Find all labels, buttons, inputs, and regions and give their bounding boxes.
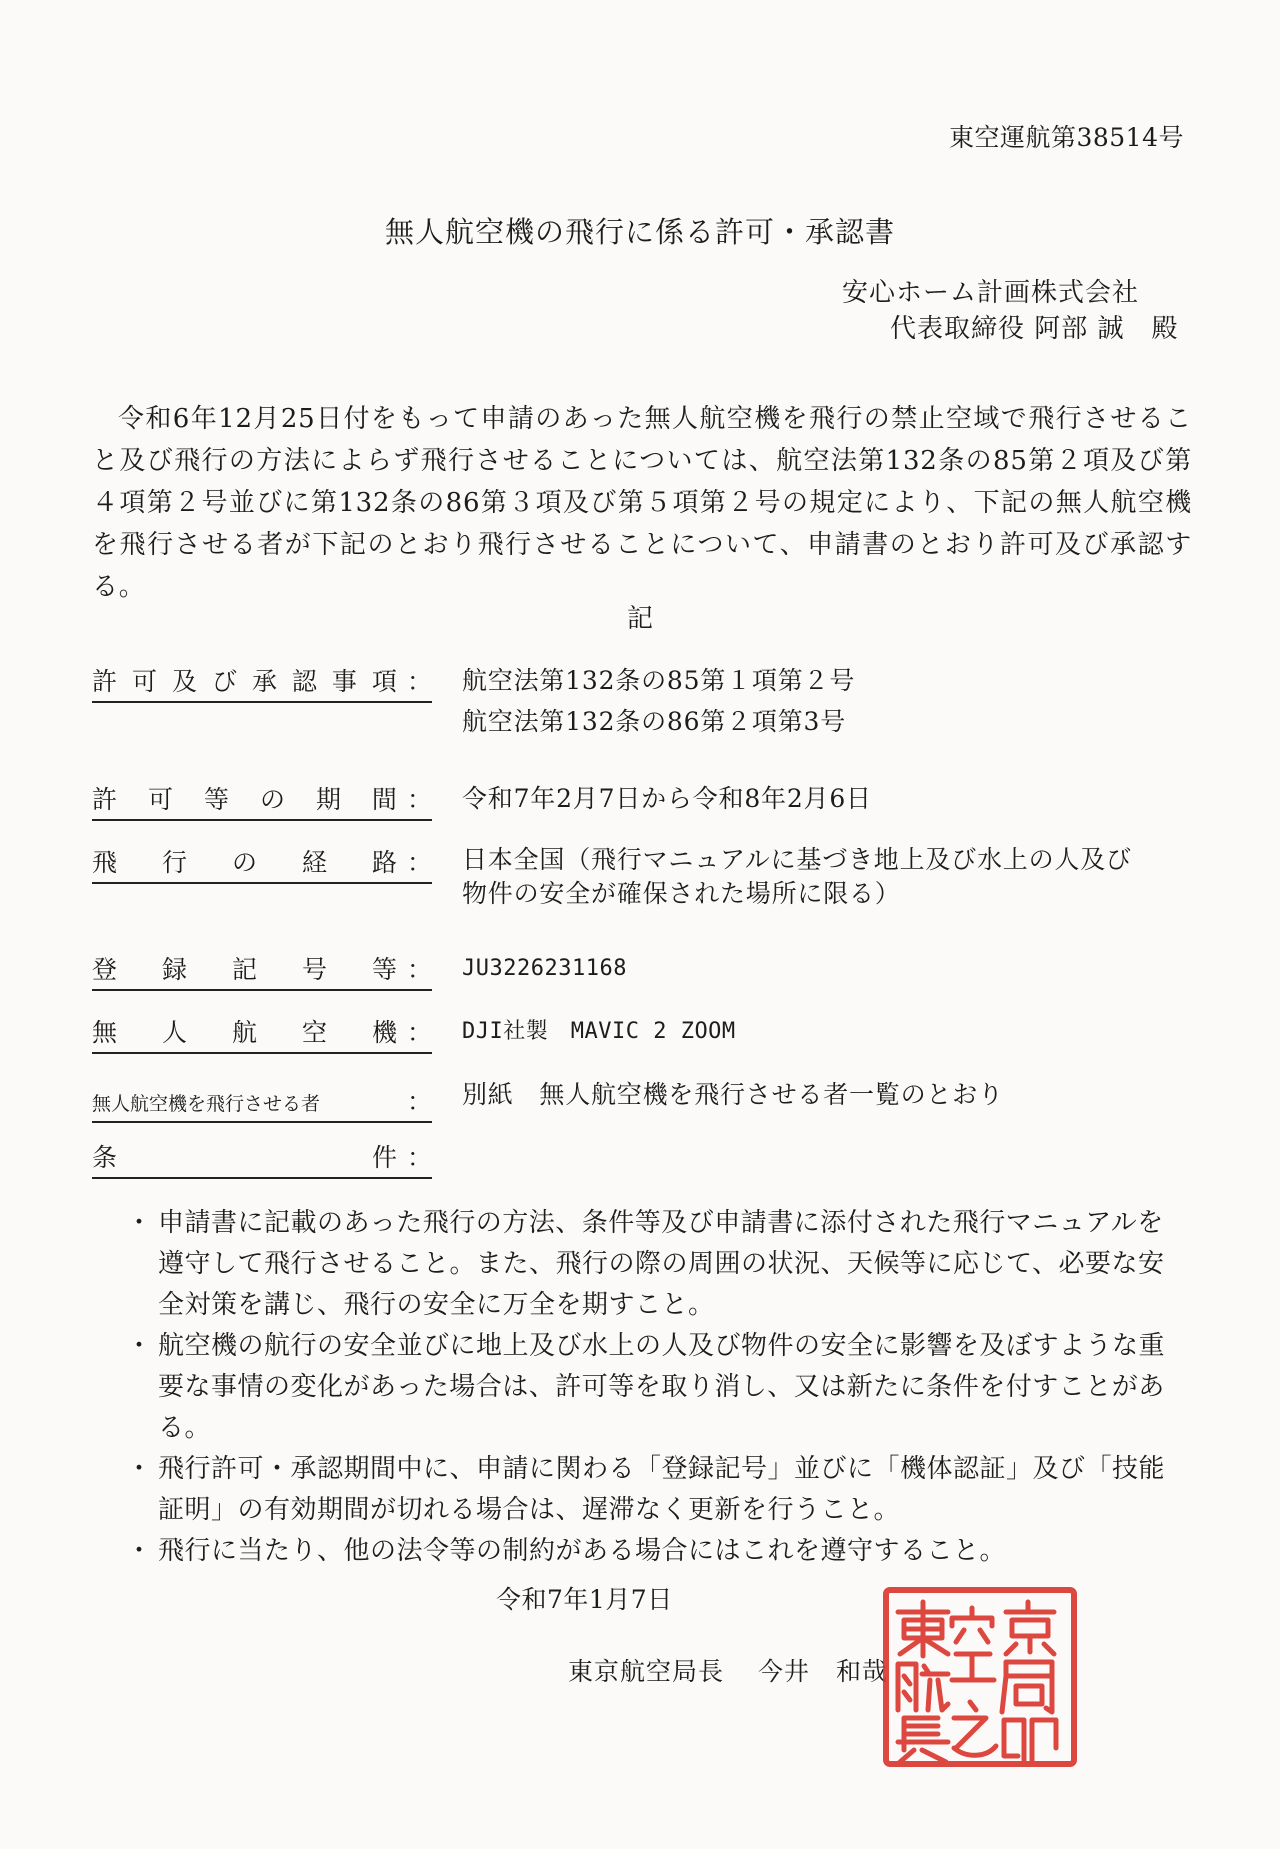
label-text — [92, 950, 397, 986]
label-char: 条 — [92, 1143, 118, 1172]
label-char: 録 — [161, 955, 187, 984]
label-conditions — [92, 1138, 432, 1179]
label-char: 記 — [231, 955, 257, 984]
ki-heading: 記 — [626, 604, 653, 634]
signer-name: 今井 和哉 — [758, 1657, 889, 1686]
label-char: 登 — [92, 955, 118, 984]
label-char: 間 — [371, 785, 397, 814]
label-char: び — [211, 667, 237, 696]
condition-text: 飛行に当たり、他の法令等の制約がある場合にはこれを遵守すること。 — [158, 1536, 1007, 1566]
bullet: ・ — [126, 1208, 153, 1238]
label-char: 許 — [92, 785, 118, 814]
addressee-representative: 代表取締役 阿部 誠 殿 — [890, 314, 1179, 344]
label-char: 可 — [147, 785, 173, 814]
label-char: 許 — [92, 667, 118, 696]
label-char: 期 — [315, 785, 341, 814]
label-text: 無人航空機を飛行させる者 — [92, 1093, 321, 1115]
conditions-list — [126, 1203, 1190, 1572]
label-char: 飛 — [92, 848, 118, 877]
value-aircraft: DJI社製 MAVIC 2 ZOOM — [462, 1019, 736, 1044]
label-char: の — [231, 848, 257, 877]
signer — [568, 1652, 922, 1688]
bullet: ・ — [126, 1536, 153, 1566]
condition-item — [126, 1449, 1190, 1531]
bullet: ・ — [126, 1454, 153, 1484]
route-line-2: 物件の安全が確保された場所に限る） — [462, 879, 901, 908]
label-colon: ： — [406, 667, 432, 696]
condition-text: 飛行許可・承認期間中に、申請に関わる「登録記号」並びに「機体認証」及び「技能証明」の有効期間が切れる場合は、遅滞なく更新を行うこと。 — [158, 1454, 1166, 1525]
label-char: 人 — [161, 1018, 187, 1047]
label-text — [92, 662, 397, 698]
label-char: 件 — [371, 1143, 397, 1172]
label-char: 航 — [231, 1018, 257, 1047]
condition-text: 申請書に記載のあった飛行の方法、条件等及び申請書に添付された飛行マニュアルを遵守して飛行させること。また、飛行の際の周囲の状況、天候等に応じて、必要な安全対策を講じ、飛行の安全に万全を期すこと。 — [158, 1208, 1165, 1320]
label-char: 認 — [291, 667, 317, 696]
official-seal-icon — [880, 1584, 1080, 1770]
label-char: 行 — [161, 848, 187, 877]
label-text — [92, 780, 397, 816]
label-char: 経 — [301, 848, 327, 877]
approval-item-2: 航空法第132条の86第２項第3号 — [462, 707, 847, 736]
label-char: 事 — [331, 667, 357, 696]
signer-title: 東京航空局長 — [568, 1657, 725, 1686]
document-title: 無人航空機の飛行に係る許可・承認書 — [384, 215, 895, 249]
bullet: ・ — [126, 1331, 153, 1361]
label-colon: ： — [406, 1018, 432, 1047]
label-char: 空 — [301, 1018, 327, 1047]
condition-item — [126, 1326, 1190, 1449]
label-registration — [92, 950, 432, 991]
label-char: 等 — [371, 955, 397, 984]
value-route — [462, 843, 1132, 911]
label-approval-items — [92, 662, 432, 703]
label-colon: ： — [406, 1143, 432, 1172]
label-aircraft — [92, 1013, 432, 1054]
body-paragraph: 令和6年12月25日付をもって申請のあった無人航空機を飛行の禁止空域で飛行させること及び飛行の方法によらず飛行させることについては、航空法第132条の85第２項及び第４項第２号並びに第132条の86第３項及び第５項第２号の規定により、下記の無人航空機を飛行させる者が下記のとおり飛行させることについて、申請書のとおり許可及び承認する。 — [92, 404, 1192, 602]
label-char: 等 — [203, 785, 229, 814]
label-char: 機 — [371, 1018, 397, 1047]
addressee-company: 安心ホーム計画株式会社 — [842, 278, 1140, 308]
label-char: 承 — [251, 667, 277, 696]
label-char: 項 — [371, 667, 397, 696]
value-registration: JU3226231168 — [462, 956, 627, 981]
issue-date: 令和7年1月7日 — [496, 1585, 673, 1614]
label-char: 無 — [92, 1018, 118, 1047]
label-text — [92, 1138, 397, 1174]
label-text — [92, 843, 397, 879]
route-line-1: 日本全国（飛行マニュアルに基づき地上及び水上の人及び — [462, 845, 1132, 874]
value-period: 令和7年2月7日から令和8年2月6日 — [462, 784, 872, 813]
label-char: の — [259, 785, 285, 814]
document-number: 東空運航第38514号 — [948, 123, 1184, 152]
label-char: 路 — [371, 848, 397, 877]
label-colon: ： — [406, 1087, 432, 1116]
label-text — [92, 1013, 397, 1049]
label-colon: ： — [406, 785, 432, 814]
condition-item — [126, 1203, 1190, 1326]
condition-text: 航空機の航行の安全並びに地上及び水上の人及び物件の安全に影響を及ぼすような重要な事情の変化があった場合は、許可等を取り消し、又は新たに条件を付すことがある。 — [158, 1331, 1166, 1443]
label-char: 号 — [301, 955, 327, 984]
condition-item — [126, 1531, 1190, 1572]
label-route — [92, 843, 432, 884]
label-colon: ： — [406, 955, 432, 984]
value-operator: 別紙 無人航空機を飛行させる者一覧のとおり — [462, 1080, 1004, 1109]
label-char: 及 — [171, 667, 197, 696]
label-operator — [92, 1082, 432, 1123]
approval-item-1: 航空法第132条の85第１項第２号 — [462, 666, 856, 695]
label-char: 可 — [131, 667, 157, 696]
label-period — [92, 780, 432, 821]
value-approval-items — [462, 662, 855, 741]
label-colon: ： — [406, 848, 432, 877]
